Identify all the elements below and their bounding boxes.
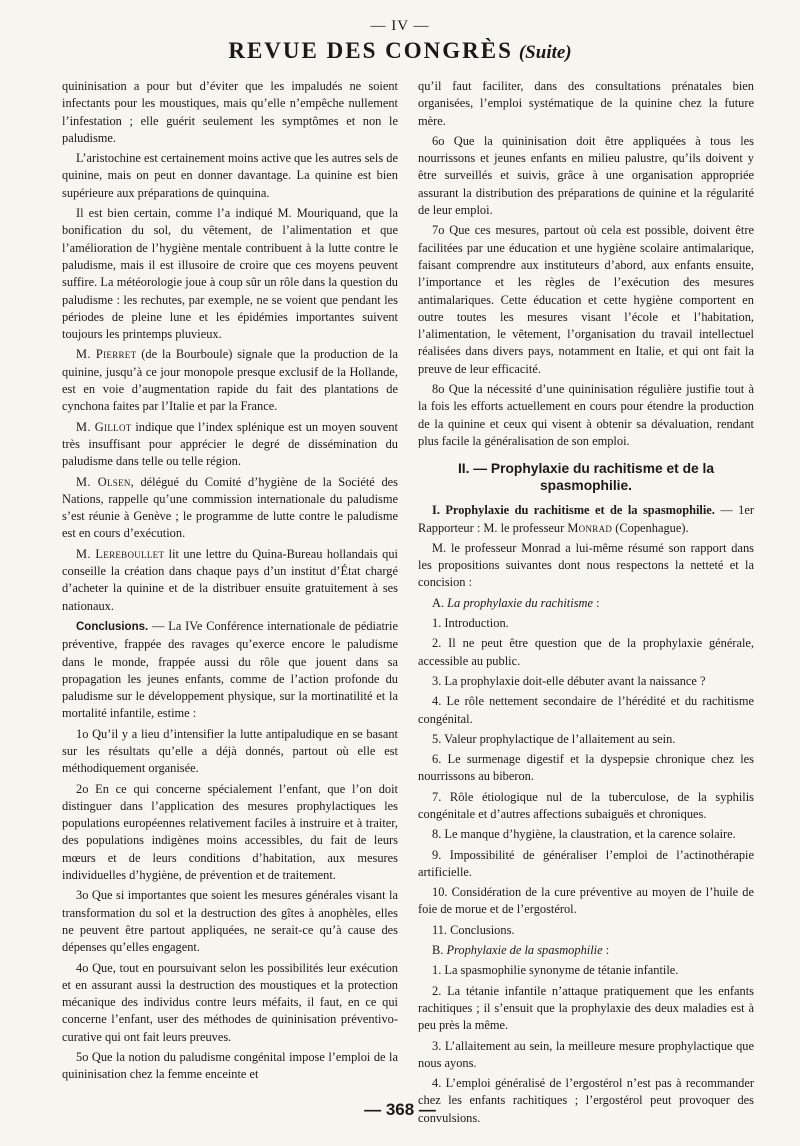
speaker-name: M. Pierret — [76, 347, 137, 362]
list-item: 4. L’emploi généralisé de l’ergostérol n’est pas à recommander chez les enfants rachitiques ; l’ergostérol peut provoquer des convulsions. — [418, 1076, 754, 1125]
right-column — [418, 78, 754, 1130]
roman-page-number: — IV — — [370, 18, 430, 34]
paragraph-olsen — [62, 474, 398, 543]
list-item: 11. Conclusions. — [432, 922, 515, 937]
section-heading: II. — Prophylaxie du rachitisme et de la spasmophilie. — [457, 461, 715, 494]
list-item: 5. Valeur prophylactique de l’allaitement au sein. — [432, 731, 676, 746]
paragraph-text: (de la Bourboule) signale que la production de la quinine, jusqu’à ce jour monopole presque exclusif de la Hollande, est en voie d’augmentation rapide du fait des plantations de cynchona faites par l’Italie et par la France. — [62, 347, 398, 414]
part-letter: B. — [432, 943, 447, 958]
paragraph-text: , délégué du Comité d’hygiène de la Société des Nations, rappelle qu’une commission internationale du paludisme s’est réunie à Genève ; le programme de lutte contre le paludisme est en cours d’exécution. — [62, 474, 398, 541]
list-item: 1. Introduction. — [432, 616, 509, 631]
paragraph: quininisation a pour but d’éviter que les impaludés ne soient infectants pour les moustiques, mais qu’elle n’empêche nullement l’infestation ; elle guérit seulement les symptômes et non le paludisme. — [62, 79, 398, 145]
paragraph-text: indique que l’index splénique est un moyen souvent très insuffisant pour apprécier le degré de dissémination du paludisme dans telle ou telle région. — [62, 419, 398, 469]
list-item: 6. Le surmenage digestif et la dyspepsie chronique chez les nourrissons au biberon. — [418, 752, 754, 784]
paragraph-conclusions — [62, 618, 398, 723]
rapporteur-text: — 1er Rapporteur : M. le professeur — [418, 503, 754, 535]
running-header — [0, 38, 800, 64]
paragraph-text: lit une lettre du Quina-Bureau hollandais qui conseille la création dans chaque pays d’un institut d’État chargé d’acheter la quinine et de la distribuer ensuite gratuitement à ses nationaux. — [62, 546, 398, 613]
list-item: 9. Impossibilité de généraliser l’emploi de l’actinothérapie artificielle. — [418, 847, 754, 879]
speaker-name: M. Lereboullet — [76, 546, 165, 561]
rapporteur-place: (Copenhague). — [612, 520, 689, 535]
rapporteur-name: Monrad — [567, 520, 613, 535]
conclusion-item: 6o Que la quininisation doit être appliquées à tous les nourrissons et jeunes enfants en milieu palustre, qu’ils doivent y être surveillés et suivis, grâce à une organisation appropriée assurant la distribution des préparations de quinine et la régularité de leur emploi. — [418, 133, 754, 218]
speaker-name: M. Olsen — [76, 474, 131, 489]
subsection-heading — [418, 502, 754, 537]
subsection-title: I. Prophylaxie du rachitisme et de la spasmophilie. — [432, 503, 715, 518]
paragraph-pierret — [62, 346, 398, 415]
list-item: 10. Considération de la cure préventive au moyen de l’huile de foie de morue et de l’ergostérol. — [418, 885, 754, 917]
conclusion-item: 5o Que la notion du paludisme congénital impose l’emploi de la quininisation chez la femme enceinte et — [62, 1050, 398, 1082]
list-item: 2. La tétanie infantile n’attaque pratiquement que les enfants rachitiques ; il s’ensuit que la prophylaxie des deux maladies est à peu près la même. — [418, 983, 754, 1033]
paragraph: Il est bien certain, comme l’a indiqué M. Mouriquand, que la bonification du sol, du vêtement, de l’alimentation et que l’amélioration de l’hygiène mentale contribuent à la lutte contre le paludisme, mais il est illusoire de croire que ces moyens peuvent suffire. La météorologie joue à coup sûr un rôle dans la question du paludisme : les rechutes, par exemple, ne se voient que pendant les périodes de pleine lune et les épidémies importantes suivent toujours les printemps pluvieux. — [62, 206, 398, 342]
part-title: La prophylaxie du rachitisme — [447, 595, 593, 610]
conclusion-item: 1o Qu’il y a lieu d’intensifier la lutte antipaludique en se basant sur les résultats qu’elle a déjà donnés, partout où elle est méthodiquement organisée. — [62, 726, 398, 776]
conclusion-item: 7o Que ces mesures, partout où cela est possible, doivent être facilitées par une éducation et une hygiène scolaire antimalarique, faisant comprendre aux instituteurs d’abord, aux enfants ensuite, l’importance et les règles de l’exécution des mesures antimalariques. Cette éducation et cette hygiène comportent en outre toutes les mesures visant l’école et l’habitation, l’alimentation, le vêtement, l’organisation du travail intellectuel réalisées dans divers pays, notamment en Italie, et qui ont fait la preuve de leur efficacité. — [418, 223, 754, 376]
part-colon: : — [592, 595, 600, 610]
paragraph-text: — La IVe Conférence internationale de pédiatrie préventive, frappée des ravages qu’exerce encore le paludisme dans le monde, frappée aussi du rôle que jouent dans sa propagation les jeunes enfants, comme de l’action profonde du paludisme sur le développement physique, sur la mortinatilité et la mortalité infantile, estime : — [62, 618, 398, 721]
part-title: Prophylaxie de la spasmophilie — [446, 943, 603, 958]
list-item: 8. Le manque d’hygiène, la claustration, et la carence solaire. — [432, 827, 736, 842]
left-column — [62, 78, 398, 1087]
part-letter: A. — [432, 595, 448, 610]
header-title: REVUE DES CONGRÈS — [228, 38, 513, 63]
list-item: 1. La spasmophilie synonyme de tétanie infantile. — [432, 963, 679, 978]
conclusions-label: Conclusions. — [76, 620, 149, 633]
paragraph: L’aristochine est certainement moins active que les autres sels de quinine, mais on peut en donner davantage. La quinine est bien supérieure aux préparations de quinquina. — [62, 151, 398, 200]
list-item: 3. L’allaitement au sein, la meilleure mesure prophylactique que nous ayons. — [418, 1038, 754, 1070]
list-item: 4. Le rôle nettement secondaire de l’hérédité et du rachitisme congénital. — [418, 694, 754, 726]
page-number: — 368 — — [364, 1100, 436, 1119]
part-b-heading — [418, 942, 754, 959]
conclusion-item: 2o En ce qui concerne spécialement l’enfant, que l’on doit distinguer dans l’application des mesures prophylactiques les populations européennes relativement faciles à instruire et à traiter, des populations indigènes moins accessibles, du fait de leurs mœurs et de leurs conditions d’habitation, aux mesures individuelles d’hygiène, de prévention et de traitement. — [62, 781, 398, 883]
paragraph: qu’il faut faciliter, dans des consultations prénatales bien organisées, l’emploi systématique de la quinine chez la future mère. — [418, 79, 754, 128]
header-suite: (Suite) — [518, 42, 572, 63]
paragraph-lereboullet — [62, 546, 398, 615]
conclusion-item: 3o Que si importantes que soient les mesures générales visant la transformation du sol et la destruction des gîtes à anophèles, elles ne peuvent être partout appliquées, ne serait-ce qu’à cause des dépenses qu’elles engagent. — [62, 888, 398, 955]
paragraph: M. le professeur Monrad a lui-même résumé son rapport dans les propositions suivantes dont nous respectons la netteté et la concision : — [418, 540, 754, 590]
speaker-name: M. Gillot — [76, 419, 132, 434]
conclusion-item: 4o Que, tout en poursuivant selon les possibilités leur exécution et en assurant aussi la destruction des moustiques et la protection mécanique des individus contre leurs méfaits, il faut, en ce qui concerne l’enfant, user des méthodes de quininisation préventivo-curative qui ont fait leurs preuves. — [62, 960, 398, 1044]
conclusion-item: 8o Que la nécessité d’une quininisation régulière justifie tout à la fois les efforts actuellement en cours pour étendre la production de la quinine et ceux qui visent à obtenir sa dévaluation, rendant plus facile la généralisation de son emploi. — [418, 382, 754, 448]
paragraph-gillot — [62, 419, 398, 471]
list-item: 7. Rôle étiologique nul de la tuberculose, de la syphilis congénitale et d’autres affections subaiguës et chroniques. — [418, 789, 754, 821]
part-colon: : — [602, 943, 610, 958]
list-item: 2. Il ne peut être question que de la prophylaxie générale, accessible au public. — [418, 636, 754, 668]
part-a-heading — [418, 595, 754, 612]
list-item: 3. La prophylaxie doit-elle débuter avant la naissance ? — [432, 673, 706, 688]
